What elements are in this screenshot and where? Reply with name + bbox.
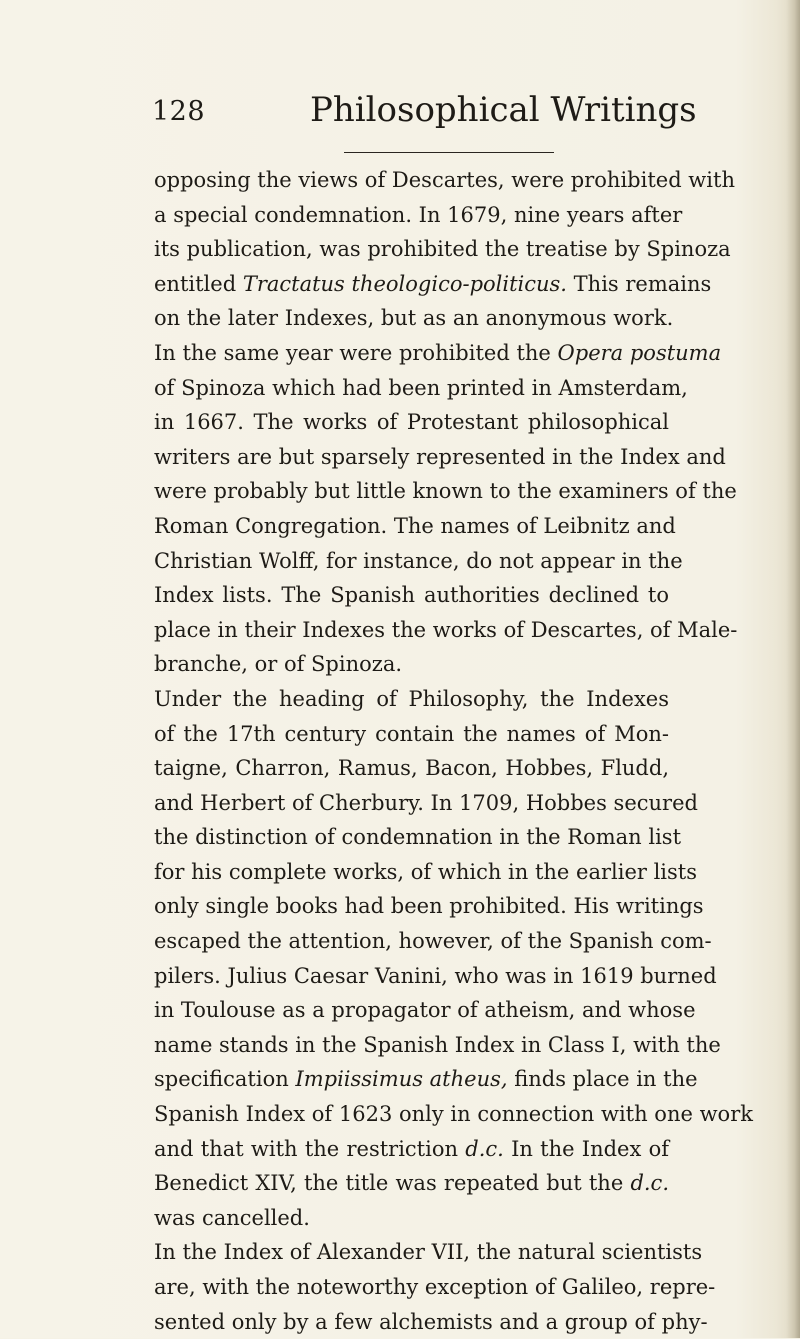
text-line: In the Index of Alexander VII, the natural scientists	[154, 1240, 703, 1265]
text-line: pilers. Julius Caesar Vanini, who was in 1619 burned	[154, 963, 717, 988]
header-rule	[344, 152, 554, 153]
text-line: and Herbert of Cherbury. In 1709, Hobbes secured	[154, 790, 698, 815]
running-title: Philosophical Writings	[310, 90, 697, 130]
text-line: a special condemnation. In 1679, nine years after	[154, 202, 683, 227]
text-line: name stands in the Spanish Index in Class I, with the	[154, 1032, 721, 1057]
text-line: taigne, Charron, Ramus, Bacon, Hobbes, Fludd,	[154, 756, 669, 781]
text-line: entitled Tractatus theologico-politicus. This remains	[154, 271, 712, 296]
text-line: Index lists. The Spanish authorities declined to	[154, 583, 669, 608]
text-line: for his complete works, of which in the earlier lists	[154, 859, 698, 884]
text-line: specification Impiissimus atheus, finds place in the	[154, 1067, 698, 1092]
text-line: are, with the noteworthy exception of Galileo, repre-	[154, 1275, 716, 1299]
body-text	[154, 163, 753, 1339]
running-header	[152, 90, 697, 134]
text-line: of Spinoza which had been printed in Amsterdam,	[154, 375, 688, 400]
text-line: was cancelled.	[154, 1205, 310, 1230]
text-line: opposing the views of Descartes, were prohibited with	[154, 168, 735, 192]
page-edge-shadow	[786, 0, 800, 1338]
text-line: only single books had been prohibited. His writings	[154, 894, 704, 919]
text-line: of the 17th century contain the names of Mon-	[154, 721, 669, 746]
text-line: its publication, was prohibited the treatise by Spinoza	[154, 237, 731, 262]
text-line: and that with the restriction d.c. In the Index of	[154, 1136, 669, 1161]
text-line: Christian Wolff, for instance, do not appear in the	[154, 548, 683, 573]
text-line: Under the heading of Philosophy, the Indexes	[154, 686, 669, 711]
text-line: writers are but sparsely represented in the Index and	[154, 444, 726, 469]
text-line: on the later Indexes, but as an anonymous work.	[154, 306, 674, 331]
text-line: Spanish Index of 1623 only in connection with one work	[154, 1102, 753, 1127]
text-line: were probably but little known to the examiners of the	[154, 479, 737, 504]
text-line: Roman Congregation. The names of Leibnitz and	[154, 513, 676, 538]
text-line: Benedict XIV, the title was repeated but the d.c.	[154, 1171, 669, 1196]
text-line: sented only by a few alchemists and a group of phy-	[154, 1309, 708, 1334]
text-line: In the same year were prohibited the Opera postuma	[154, 340, 722, 365]
text-line: place in their Indexes the works of Descartes, of Male-	[154, 617, 738, 642]
text-line: in Toulouse as a propagator of atheism, and whose	[154, 998, 696, 1023]
text-line: branche, or of Spinoza.	[154, 652, 403, 677]
text-line: in 1667. The works of Protestant philosophical	[154, 410, 669, 435]
page-number: 128	[152, 96, 206, 127]
text-line: escaped the attention, however, of the Spanish com-	[154, 929, 712, 954]
text-line: the distinction of condemnation in the Roman list	[154, 825, 682, 850]
